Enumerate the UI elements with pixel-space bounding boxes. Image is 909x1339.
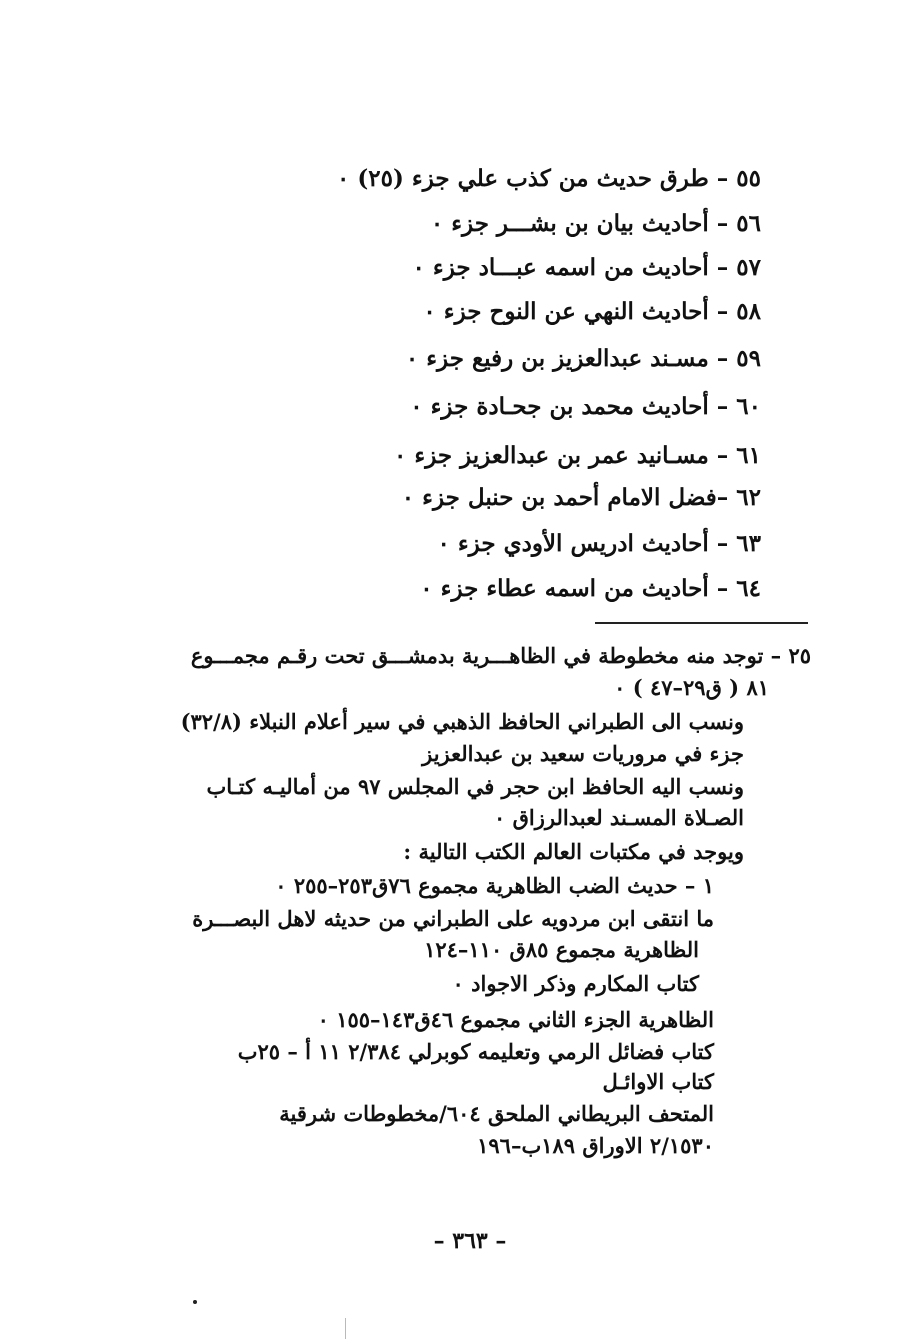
footnote-line: ٨١ ( ق٢٩–٤٧ ) ٠ [614,675,769,700]
footnote-line: ما انتقى ابن مردويه على الطبراني من حديثه لاهل البصـــرة [192,906,714,931]
footnote-line: ونسب الى الطبراني الحافظ الذهبي في سير أعلام النبلاء (٣٢/٨) [180,709,744,734]
footnote-line: الظاهرية مجموع ٨٥ق ١١٠–١٢٤ [424,937,699,962]
list-item: ٥٥ – طرق حديث من كذب علي جزء (٢٥) ٠ [337,165,761,192]
footnote-line: ويوجد في مكتبات العالم الكتب التالية : [403,839,744,864]
list-item: ٥٧ – أحاديث من اسمه عبـــاد جزء ٠ [412,254,761,281]
footnote-line: ٢/١٥٣٠ الاوراق ١٨٩ب–١٩٦ [477,1133,714,1158]
footnote-line: كتاب المكارم وذكر الاجواد ٠ [452,971,699,996]
list-item: ٦٤ – أحاديث من اسمه عطاء جزء ٠ [420,575,761,602]
page-number: – ٣٦٣ – [433,1228,507,1254]
footnote-line: ٢٥ – توجد منه مخطوطة في الظاهـــرية بدمشـــق تحت رقـم مجمـــوع [190,643,811,668]
footnote-line: المتحف البريطاني الملحق ٦٠٤/مخطوطات شرقية [279,1101,714,1126]
ink-speck [193,1300,197,1304]
list-item: ٥٩ – مسـند عبدالعزيز بن رفيع جزء ٠ [405,345,761,372]
list-item: ٦١ – مسـانيد عمر بن عبدالعزيز جزء ٠ [394,442,761,469]
footnote-line: ونسب اليه الحافظ ابن حجر في المجلس ٩٧ من أماليـه كتـاب [206,774,744,799]
list-item: ٥٦ – أحاديث بيان بن بشـــر جزء ٠ [430,210,761,237]
list-item: ٥٨ – أحاديث النهي عن النوح جزء ٠ [423,298,761,325]
footnote-divider [595,622,808,624]
list-item: ٦٣ – أحاديث ادريس الأودي جزء ٠ [437,530,761,557]
footnote-line: ١ – حديث الضب الظاهرية مجموع ٧٦ق٢٥٣–٢٥٥ ٠ [275,873,714,898]
footnote-line: الصـلاة المسـند لعبدالرزاق ٠ [494,805,744,830]
footnote-line: الظاهرية الجزء الثاني مجموع ٤٦ق١٤٣–١٥٥ ٠ [317,1007,714,1032]
footnote-line: كتاب فضائل الرمي وتعليمه كوبرلي ٢/٣٨٤ ١١ أ – ٢٥ب [237,1039,714,1064]
footnote-line: جزء في مروريات سعيد بن عبدالعزيز [422,741,744,766]
list-item: ٦٠ – أحاديث محمد بن جحـادة جزء ٠ [410,393,761,420]
page-edge-line [345,1318,346,1339]
footnote-line: كتاب الاوائـل [602,1069,714,1094]
list-item: ٦٢ –فضل الامام أحمد بن حنبل جزء ٠ [401,484,761,511]
